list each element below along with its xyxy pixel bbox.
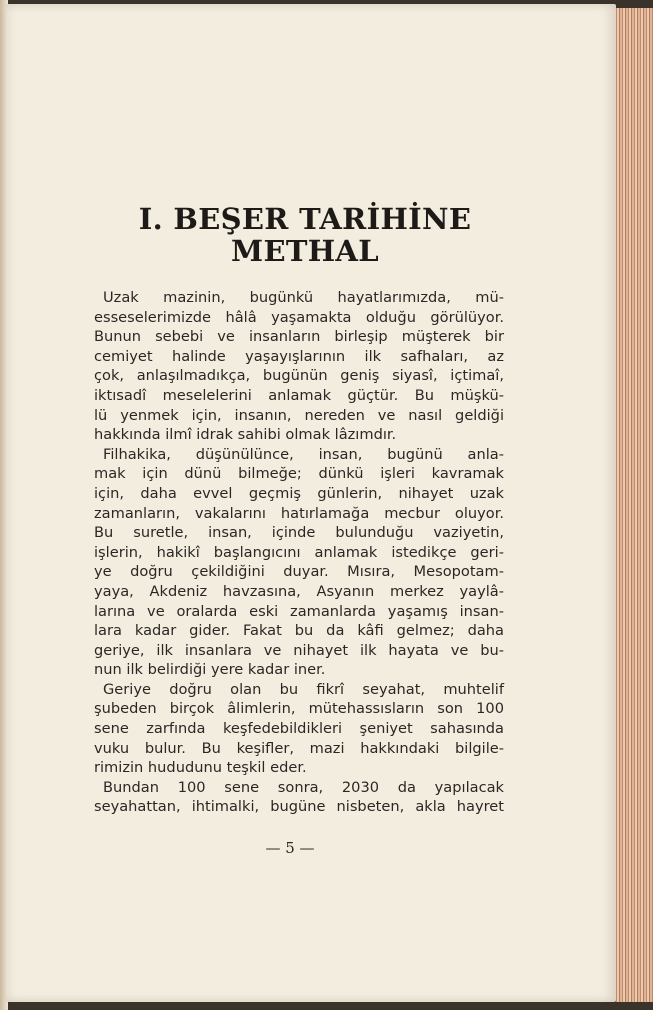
text-line: şubeden birçok âlimlerin, mütehassısların son 100 bbox=[94, 700, 504, 718]
page-edges bbox=[616, 8, 653, 1002]
chapter-title-line-1: I. BEŞER TARİHİNE bbox=[138, 202, 472, 236]
chapter-title-line-2: METHAL bbox=[231, 234, 379, 268]
chapter-title bbox=[90, 203, 520, 267]
text-line: vuku bulur. Bu keşifler, mazi hakkındaki bilgile- bbox=[94, 739, 504, 757]
text-line: Uzak mazinin, bugünkü hayatlarımızda, mü- bbox=[103, 289, 504, 306]
text-line: nun ilk belirdiği yere kadar iner. bbox=[94, 661, 326, 679]
text-line: Bundan 100 sene sonra, 2030 da yapılacak bbox=[103, 778, 504, 796]
text-line: esseselerimizde hâlâ yaşamakta olduğu görülüyor. bbox=[94, 308, 504, 326]
text-line: Geriye doğru olan bu fikrî seyahat, muhtelif bbox=[103, 680, 504, 698]
text-line: için, daha evvel geçmiş günlerin, nihayet uzak bbox=[94, 484, 504, 502]
text-line: Bu suretle, insan, içinde bulunduğu vaziyetin, bbox=[94, 524, 504, 542]
text-line: cemiyet halinde yaşayışlarının ilk safhaları, az bbox=[94, 347, 504, 365]
text-line: lara kadar gider. Fakat bu da kâfi gelmez; daha bbox=[94, 622, 504, 640]
text-line: çok, anlaşılmadıkça, bugünün geniş siyasî, içtimaî, bbox=[94, 367, 504, 385]
text-line: hakkında ilmî idrak sahibi olmak lâzımdır. bbox=[94, 426, 397, 444]
body-text bbox=[94, 288, 504, 817]
text-line: zamanların, vakalarını hatırlamağa mecbur oluyor. bbox=[94, 504, 504, 522]
text-line: larına ve oralarda eski zamanlarda yaşamış insan- bbox=[94, 602, 504, 620]
text-line: Filhakika, düşünülünce, insan, bugünü anla- bbox=[103, 445, 504, 463]
page-number: — 5 — bbox=[265, 839, 315, 857]
text-line: Bunun sebebi ve insanların birleşip müşterek bir bbox=[94, 328, 504, 346]
text-line: yaya, Akdeniz havzasına, Asyanın merkez yaylâ- bbox=[94, 582, 504, 600]
text-line: iktısadî meselelerini anlamak güçtür. Bu müşkü- bbox=[94, 386, 504, 404]
text-line: işlerin, hakikî başlangıcını anlamak istedikçe geri- bbox=[94, 543, 504, 561]
text-line: lü yenmek için, insanın, nereden ve nasıl geldiği bbox=[94, 406, 504, 424]
text-line: geriye, ilk insanlara ve nihayet ilk hayata ve bu- bbox=[94, 641, 504, 659]
text-line: ye doğru çekildiğini duyar. Mısıra, Mesopotam- bbox=[94, 563, 504, 581]
text-line: rimizin hududunu teşkil eder. bbox=[94, 759, 307, 777]
text-line: sene zarfında keşfedebildikleri şeniyet sahasında bbox=[94, 720, 504, 738]
text-line: mak için dünü bilmeğe; dünkü işleri kavramak bbox=[94, 465, 504, 483]
text-line: seyahattan, ihtimalki, bugüne nisbeten, akla hayret bbox=[94, 798, 504, 816]
